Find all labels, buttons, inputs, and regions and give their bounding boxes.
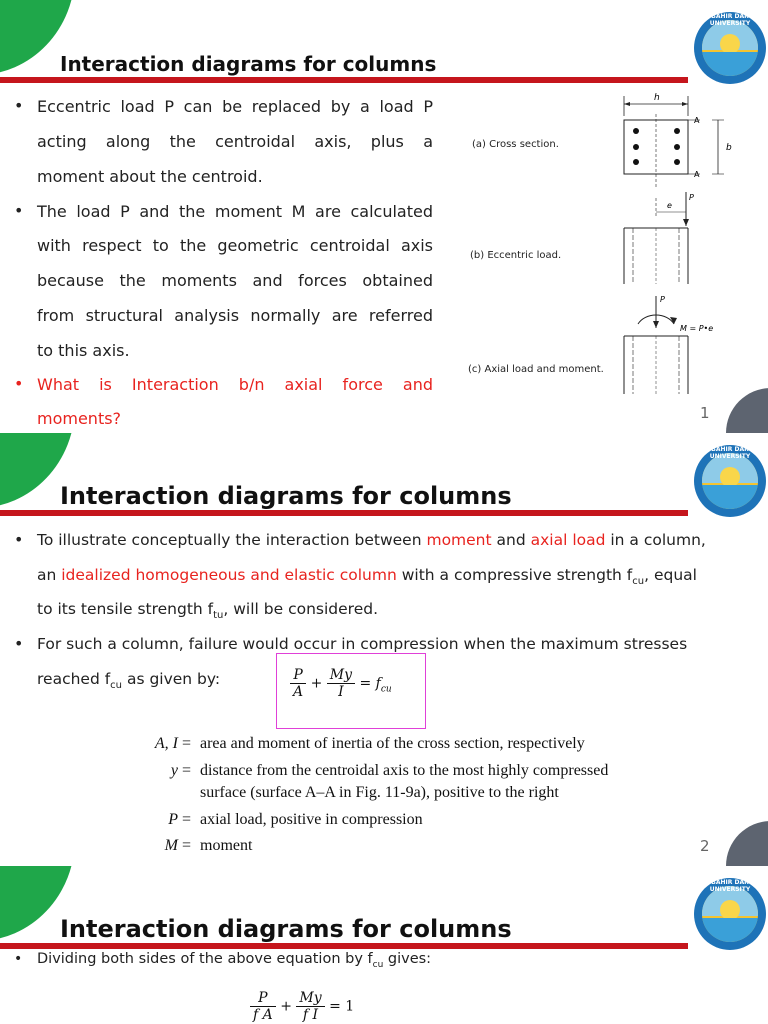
- load-P-label-b: P: [689, 193, 694, 202]
- bullet-dot: •: [14, 530, 24, 549]
- university-logo: BAHIR DAR UNIVERSITY: [694, 878, 766, 950]
- section-A-bottom: A: [694, 170, 700, 179]
- bullet-2-line-3: because the moments and forces obtained: [37, 271, 433, 290]
- section-A-top: A: [694, 116, 700, 125]
- bullet-1-line-3: to its tensile strength $f_{tu}$, will be considered.: [37, 600, 379, 622]
- bullet-2-line-4: from structural analysis normally are referred: [37, 306, 433, 325]
- figure-label-a: (a) Cross section.: [472, 139, 559, 150]
- slide-3: [0, 866, 768, 1024]
- slide-title: Interaction diagrams for columns: [60, 482, 512, 510]
- page-number: 1: [700, 404, 710, 422]
- bullet-3-line-1: What is Interaction b/n axial force and: [37, 375, 433, 394]
- column-figure: [600, 88, 750, 408]
- bullet-3-line-2: moments?: [37, 409, 122, 428]
- title-underline: [0, 510, 688, 516]
- bullet-dot: •: [14, 96, 24, 115]
- moment-equation: M = P•e: [680, 324, 714, 333]
- university-logo: BAHIR DAR UNIVERSITY: [694, 445, 766, 517]
- highlight-axial-load: axial load: [530, 531, 606, 549]
- bullet-2-line-2: reached $f_{cu}$ as given by:: [37, 670, 221, 692]
- bullet-1-line-1: Eccentric load P can be replaced by a load P: [37, 97, 433, 116]
- bullet-1-line-1: Dividing both sides of the above equation by $f_{cu}$ gives:: [37, 951, 432, 970]
- bullet-dot: •: [14, 951, 23, 967]
- bullet-dot: •: [14, 201, 24, 220]
- bullet-2-line-1: The load P and the moment M are calculated: [37, 202, 433, 221]
- page-number: 2: [700, 837, 710, 855]
- bullet-2-line-2: with respect to the geometric centroidal axis: [37, 236, 433, 255]
- title-underline: [0, 943, 688, 949]
- bullet-2-line-5: to this axis.: [37, 341, 130, 360]
- symbol-definitions: A, I = area and moment of inertia of the cross section, respectively y = distance from the centroidal axis to the most highly compressed surface (surface A–A in Fig. 11-9a), positive to the right P = axial load, positive in compression M = moment: [154, 735, 609, 854]
- bullet-1-line-2: an idealized homogeneous and elastic column with a compressive strength $f_{cu}$, equal: [37, 566, 697, 588]
- slide-2: [0, 433, 768, 866]
- bullet-1-line-1: To illustrate conceptually the interaction between moment and axial load in a column,: [37, 531, 706, 549]
- eccentricity-e-label: e: [667, 201, 672, 210]
- bullet-1-line-2: acting along the centroidal axis, plus a: [37, 132, 433, 151]
- bullet-1-line-3: moment about the centroid.: [37, 167, 263, 186]
- university-logo: BAHIR DAR UNIVERSITY: [694, 12, 766, 84]
- bullet-dot: •: [14, 634, 24, 653]
- normalized-equation: $\frac{P}{\text{f A}}$ + $\frac{My}{\text{f I}}$ = 1: [250, 990, 354, 1023]
- load-P-label-c: P: [660, 295, 665, 304]
- slide-1: [0, 0, 768, 433]
- highlight-moment: moment: [426, 531, 492, 549]
- highlight-idealized-column: idealized homogeneous and elastic column: [61, 566, 397, 584]
- dim-b-label: b: [726, 143, 732, 153]
- slide-title: Interaction diagrams for columns: [60, 915, 512, 943]
- bullet-2-line-1: For such a column, failure would occur in compression when the maximum stresses: [37, 635, 688, 653]
- dim-h-label: h: [654, 93, 660, 103]
- failure-equation: $\frac{P}{A}$ + $\frac{My}{I}$ = $f_{cu}$: [290, 667, 392, 700]
- figure-label-c: (c) Axial load and moment.: [468, 364, 604, 375]
- title-underline: [0, 77, 688, 83]
- figure-label-b: (b) Eccentric load.: [470, 250, 562, 261]
- slide-title: Interaction diagrams for columns: [60, 52, 437, 76]
- gray-corner-shape: [726, 821, 768, 866]
- bullet-dot: •: [14, 374, 24, 393]
